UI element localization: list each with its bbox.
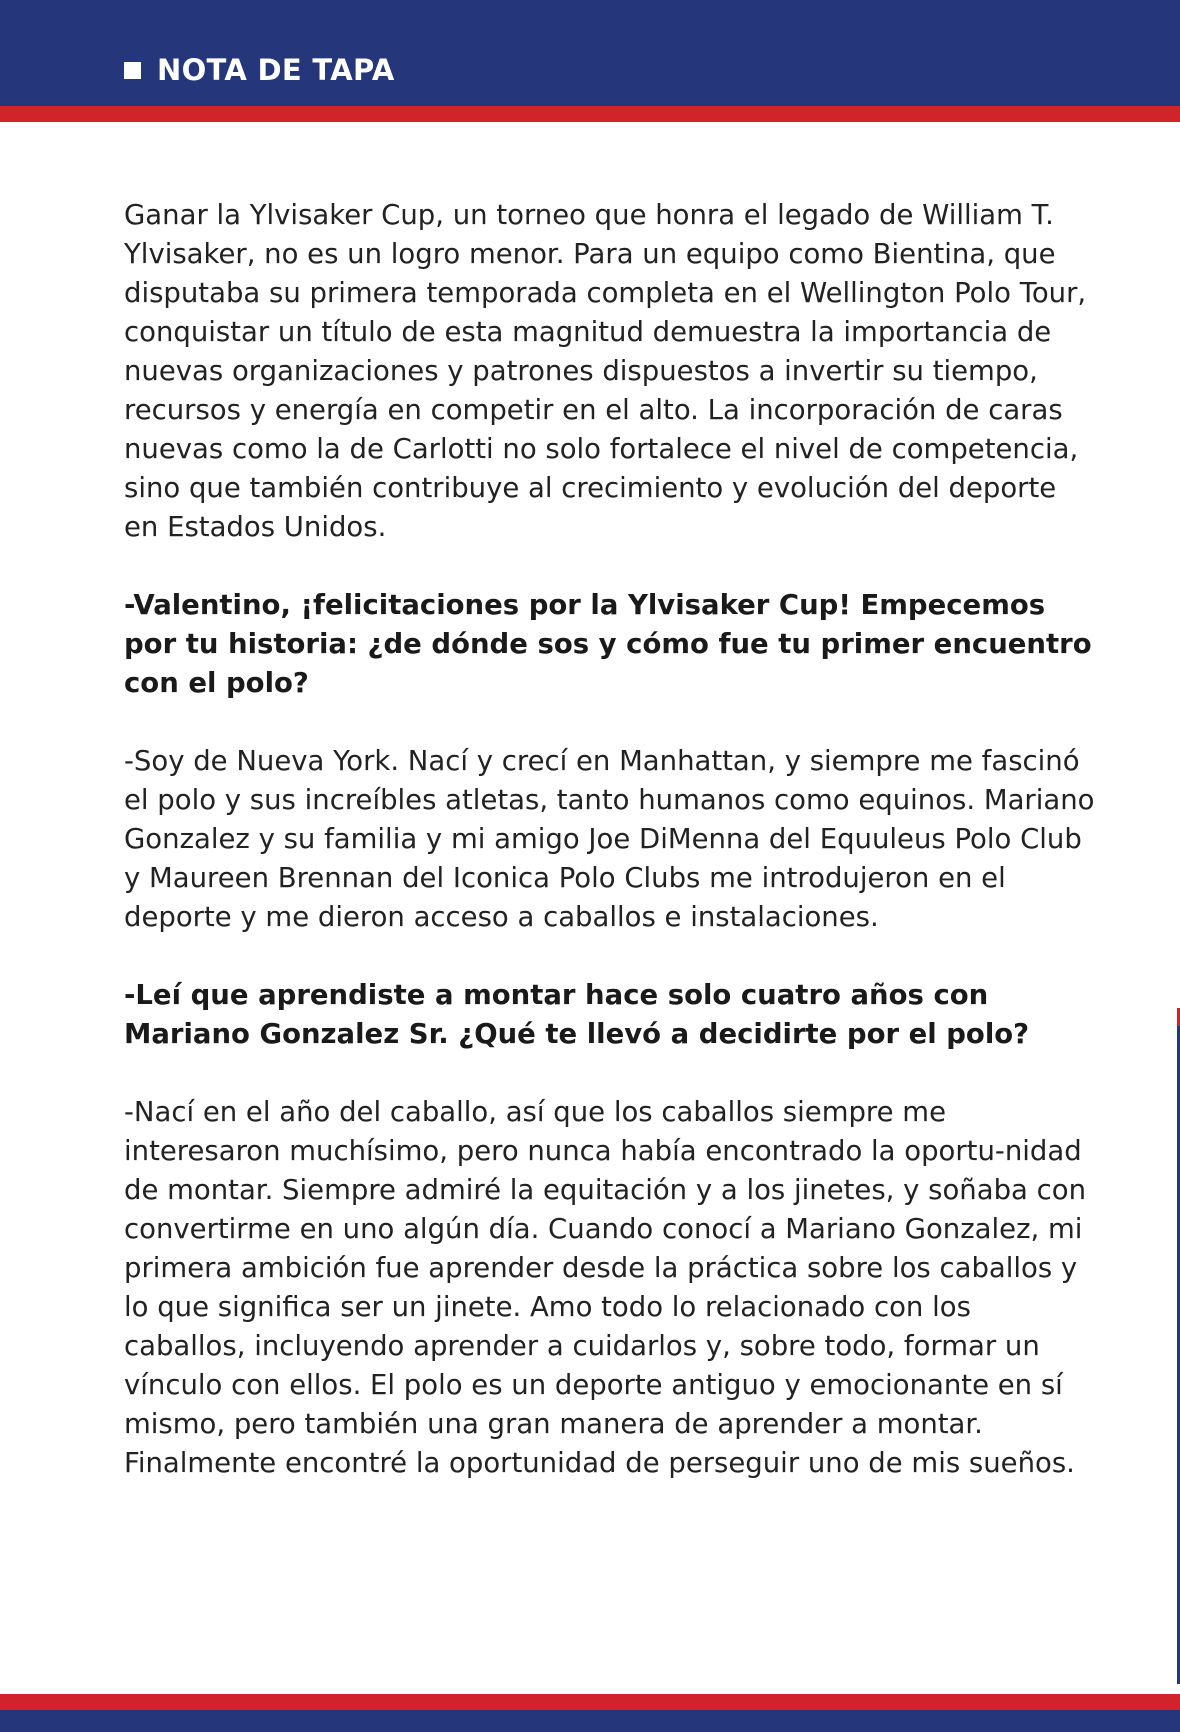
footer-bar [0,1710,1180,1732]
section-label [124,50,395,90]
article-body [124,196,1096,1483]
intro-paragraph: Ganar la Ylvisaker Cup, un torneo que honra el legado de William T. Ylvisaker, no es un logro menor. Para un equipo como Bientina, que disputaba su primera temporada completa en el Wellington Polo Tour, conquistar un título de esta magnitud demuestra la importancia de nuevas organizaciones y patrones dispuestos a invertir su tiempo, recursos y energía en competir en el alto. La incorporación de caras nuevas como la de Carlotti no solo fortalece el nivel de competencia, sino que también contribuye al crecimiento y evolución del deporte en Estados Unidos. [124,199,1087,543]
header-red-stripe [0,106,1180,122]
interview-answer: -Nací en el año del caballo, así que los caballos siempre me interesaron muchísimo, pero nunca había encontrado la oportu-nidad de montar. Siempre admiré la equitación y a los jinetes, y soñaba con convertirme en uno algún día. Cuando conocí a Mariano Gonzalez, mi primera ambición fue aprender desde la práctica sobre los caballos y lo que significa ser un jinete. Amo todo lo relacionado con los caballos, incluyendo aprender a cuidarlos y, sobre todo, formar un vínculo con ellos. El polo es un deporte antiguo y emocionante en sí mismo, pero también una gran manera de aprender a montar. Finalmente encontré la oportunidad de perseguir uno de mis sueños. [124,1096,1087,1479]
interview-question: -Leí que aprendiste a montar hace solo cuatro años con Mariano Gonzalez Sr. ¿Qué te llevó a decidirte por el polo? [124,979,1030,1050]
interview-question: -Valentino, ¡felicitaciones por la Ylvisaker Cup! Empecemos por tu historia: ¿de dónde sos y cómo fue tu primer encuentro con el polo? [124,589,1092,699]
interview-answer: -Soy de Nueva York. Nací y crecí en Manhattan, y siempre me fascinó el polo y sus increíbles atletas, tanto humanos como equinos. Mariano Gonzalez y su familia y mi amigo Joe DiMenna del Equuleus Polo Club y Maureen Brennan del Iconica Polo Clubs me introdujeron en el deporte y me dieron acceso a caballos e instalaciones. [124,745,1095,933]
section-label-text: NOTA DE TAPA [157,53,395,87]
square-bullet-icon [124,62,141,79]
footer-red-stripe [0,1694,1180,1710]
